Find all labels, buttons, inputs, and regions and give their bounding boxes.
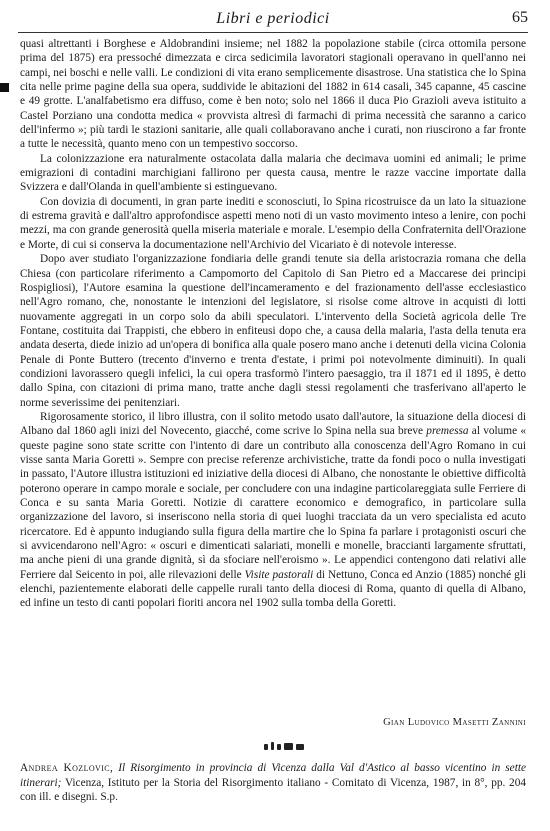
review-body <box>20 37 526 611</box>
ref-author: Andrea Kozlovic, <box>20 762 114 774</box>
italic-term: premessa <box>426 425 469 438</box>
page-header <box>18 8 528 33</box>
paragraph-text: Rigorosamente storico, il libro illustra, con il solito metodo usato dall'autore, la situazione della diocesi di Albano dal 1860 agli inizi del Novecento, giacché, come scrive lo Spina nella sua breve <box>20 410 526 438</box>
paragraph <box>20 410 526 611</box>
margin-mark <box>0 83 9 92</box>
paragraph: quasi altrettanti i Borghese e Aldobrandini insieme; nel 1882 la popolazione stabile (circa ottomila persone prima del 1875) era pressoché dimezzata e circa sedicimila lavoratori stagionali operavano in quell'anno nei campi, nei boschi e nelle valli. Le condizioni di vita erano semplicemente disastrose. Una statistica che lo Spina cita nelle prime pagine della sua opera, suddivide le abitazioni del 1882 in 614 casali, 345 capanne, 45 cascine e 49 grotte. L'analfabetismo era diffuso, come è ben noto; solo nel 1866 il duca Pio Grazioli aveva istituito a Castel Porziano una condotta medica « provvista altresì di farmachi di prima necessità che saranno a carico dell'infermo »; più tardi le stazioni sanitarie, alle quali collaboravano anche i curati, non riuscirono a far fronte a tutte le necessità, quanto meno con un tempestivo soccorso. <box>20 38 526 151</box>
paragraph-text: al volume « queste pagine sono state scritte con l'intento di dare un contributo alla conoscenza dell'Agro Romano in cui visse santa Maria Goretti ». Sempre con precise referenze archivistiche, tratte da fondi poco o nulla investigati in passato, l'Autore illustra istituzioni ed iniziative della diocesi di Albano, che nonostante le obiettive difficoltà poterono operare in campo morale e sociale, per concludere con una indagine particolareggiata sulle Ferriere di Conca e su santa Maria Goretti. Notizie di carattere economico e demografico, in particolare sulla organizzazione del lavoro, si inseriscono nella storia di quei luoghi tracciata da un vero specialista ed acuto ricercatore. Ed è appunto indugiando sulla figura della martire che lo Spina fa parlare i protagonisti oscuri che si avvicendarono nell'Agro: « oscuri e dimenticati salariati, monelli e monelle, braccianti largamente sfruttati, ma anche pieni di una grande dignità, sì da sfociare nell'eroismo ». Le appendici contengono dati relativi alle Ferriere dal Seicento in poi, alle rilevazioni delle <box>20 425 526 581</box>
ref-title: Il Risorgimento in provincia di Vicenza dalla Val d'Astico al basso vicentino in sette itinerari; <box>20 762 526 789</box>
paragraph: Con dovizia di documenti, in gran parte inediti e sconosciuti, lo Spina ricostruisce da un lato la situazione di estrema gravità e dall'altro approfondisce aspetti meno noti di un vasto movimento inteso a lenire, con pochi mezzi, ma con grande generosità quella miseria materiale e morale. L'esempio della Confraternita dell'Orazione e Morte, di cui si conserva la documentazione nell'Archivio del Vicariato è di notevole interesse. <box>20 195 526 251</box>
page-number: 65 <box>512 9 528 26</box>
paragraph: Dopo aver studiato l'organizzazione fondiaria delle grandi tenute sia della aristocrazia romana che della Chiesa (con particolare riferimento a Campomorto del Capitolo di San Pietro ed a Maccarese dei principi Rospigliosi), l'Autore esamina la questione dell'incameramento e del frazionamento dell'asse ecclesiastico nell'Agro romano, che, nonostante le intenzioni del legislatore, si risolse come altrove in acquisti di lotti nuovamente aggregati in un corpo solo da abili speculatori. L'intervento della Società agricola delle Tre Fontane, costituita dai Trappisti, che ebbero in enfiteusi dopo che, a causa della malaria, l'asta della tenuta era andata deserta, diede inizio ad un'opera di bonifica alla quale posero mano anche i detenuti della vicina Colonia Penale di Ponte Buttero (trecento d'inverno e trenta d'estate, i primi poi notevolmente diminuiti). In quali condizioni lavorassero quegli infelici, la cui opera trasformò l'intero paesaggio, tra il 1871 ed il 1895, è detto dallo Spina, con citazioni di prima mano, tratte anche dagli stessi regolamenti che trasferivano all'aperto le norme severissime dei penitenziari. <box>20 253 526 409</box>
running-title: Libri e periodici <box>216 10 330 27</box>
paragraph-text: di Nettuno, Conca ed Anzio (1885) nonché gli elenchi, pazientemente elaborati delle cappelle rurali tanto della diocesi di Roma, quanto di quella di Albano, ed infine un testo di canti popolari fioriti ancora nel 1902 sulla tomba della Goretti. <box>20 568 527 610</box>
italic-term: Visite pastorali <box>244 568 314 581</box>
bibliographic-entry <box>20 761 526 805</box>
paragraph: La colonizzazione era naturalmente ostacolata dalla malaria che decimava uomini ed animali; le prime emigrazioni di contadini marchigiani fallirono per questa causa, mentre le razze vaccine importate dalla Svizzera e dall'Olanda in quell'ambiente si estinguevano. <box>20 152 526 194</box>
review-signature: Gian Ludovico Masetti Zannini <box>383 717 526 728</box>
section-ornament <box>264 742 310 752</box>
ref-publication: Vicenza, Istituto per la Storia del Risorgimento italiano - Comitato di Vicenza, 1987, in 8°, pp. 204 con ill. e disegni. S.p. <box>20 776 526 804</box>
